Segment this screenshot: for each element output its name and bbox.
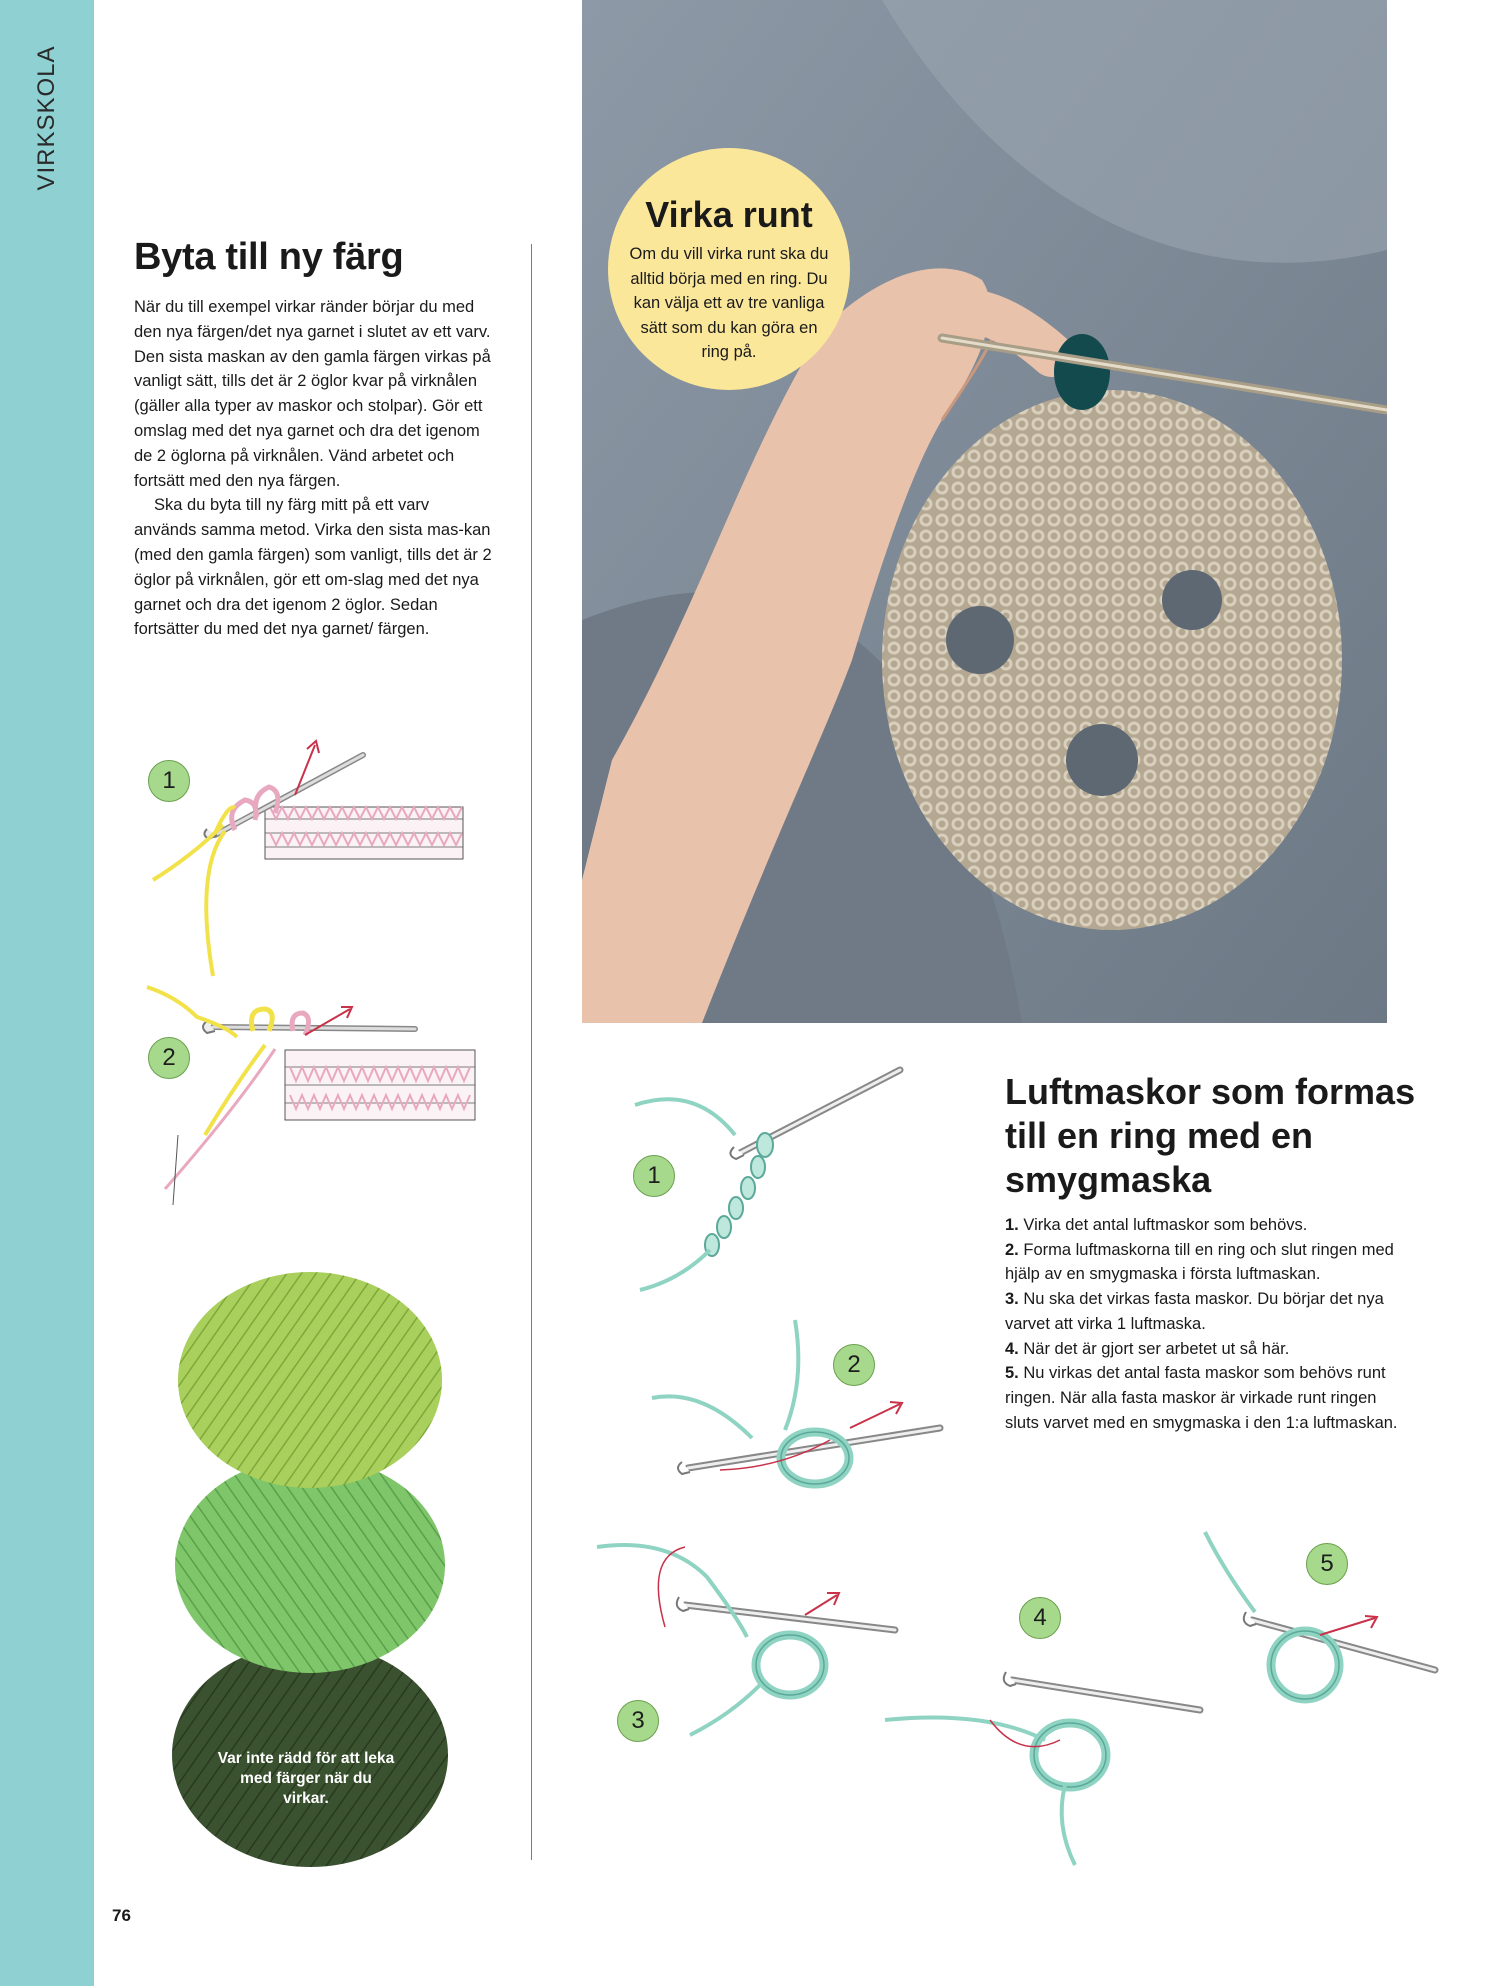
ring-step-number: 4.	[1005, 1339, 1019, 1358]
right-heading: Luftmaskor som formas till en ring med en smygmaska	[1005, 1071, 1416, 1200]
ring-step-number: 1.	[1005, 1216, 1019, 1234]
left-body	[134, 295, 494, 642]
ring-step-number: 5.	[1005, 1364, 1019, 1383]
ring-steps-list	[1005, 1213, 1401, 1435]
column-divider	[531, 244, 532, 1860]
left-heading: Byta till ny färg	[134, 236, 404, 278]
ring-step-number: 3.	[1005, 1290, 1019, 1309]
step-badge: 2	[148, 1037, 190, 1079]
step-badge: 1	[148, 760, 190, 802]
left-paragraph: Ska du byta till ny färg mitt på ett varv används samma metod. Virka den sista mas-kan (med den gamla färgen) som vanligt, tills det är 2 öglor på virknålen, gör ett om-slag med det nya garnet och dra det igenom 2 öglor. Sedan fortsätter du med det nya garnet/ färgen.	[134, 496, 492, 639]
callout-text: Om du vill virka runt ska du alltid börja med en ring. Du kan välja ett av tre vanliga sätt som du kan göra en ring på.	[629, 245, 829, 361]
ring-step-number: 2.	[1005, 1240, 1019, 1259]
color-change-illustration-1	[145, 735, 475, 1000]
ring-step-text: Forma luftmaskorna till en ring och slut ringen med hjälp av en smygmaska i första luftmaskan.	[1005, 1240, 1394, 1284]
ring-step	[1005, 1361, 1401, 1435]
ring-illustration-3	[595, 1535, 905, 1745]
ring-step-text: Nu virkas det antal fasta maskor som behövs runt ringen. När alla fasta maskor är virkade runt ringen sluts varvet med en smygmaska i den 1:a luftmaskan.	[1005, 1364, 1398, 1432]
step-badge: 5	[1306, 1543, 1348, 1585]
ring-step-text: När det är gjort ser arbetet ut så här.	[1023, 1339, 1290, 1358]
step-badge: 4	[1019, 1597, 1061, 1639]
ring-illustration-1	[630, 1065, 910, 1315]
ring-step	[1005, 1287, 1401, 1336]
ring-step	[1005, 1213, 1401, 1238]
ring-step	[1005, 1238, 1401, 1287]
step-badge: 2	[833, 1344, 875, 1386]
ring-step-text: Virka det antal luftmaskor som behövs.	[1023, 1216, 1308, 1234]
left-paragraph: När du till exempel virkar ränder börjar du med den nya färgen/det nya garnet i slutet av ett varv. Den sista maskan av den gamla färgen virkas på vanligt sätt, tills det är 2 öglor kvar på virknålen (gäller alla typer av maskor och stolpar). Gör ett omslag med det nya garnet och dra det igenom de 2 öglorna på virknålen. Vänd arbetet och fortsätt med den nya färgen.	[134, 298, 491, 490]
color-change-illustration-2	[145, 985, 485, 1210]
ring-illustration-2	[650, 1318, 950, 1508]
ring-step-text: Nu ska det virkas fasta maskor. Du börjar det nya varvet att virka 1 luftmaska.	[1005, 1290, 1384, 1333]
page-number: 76	[112, 1906, 131, 1925]
crochet-row-pink	[265, 807, 463, 859]
ring-step	[1005, 1337, 1401, 1362]
sidebar-band	[0, 0, 94, 1986]
callout-bubble	[608, 148, 850, 390]
yarn-caption: Var inte rädd för att leka med färger när du virkar.	[217, 1750, 395, 1807]
step-badge: 3	[617, 1700, 659, 1742]
step-badge: 1	[633, 1155, 675, 1197]
callout-title: Virka runt	[645, 194, 813, 235]
ring-illustration-5	[1200, 1530, 1440, 1730]
section-label: VIRKSKOLA	[33, 45, 60, 191]
ring-illustration-4	[880, 1660, 1210, 1870]
